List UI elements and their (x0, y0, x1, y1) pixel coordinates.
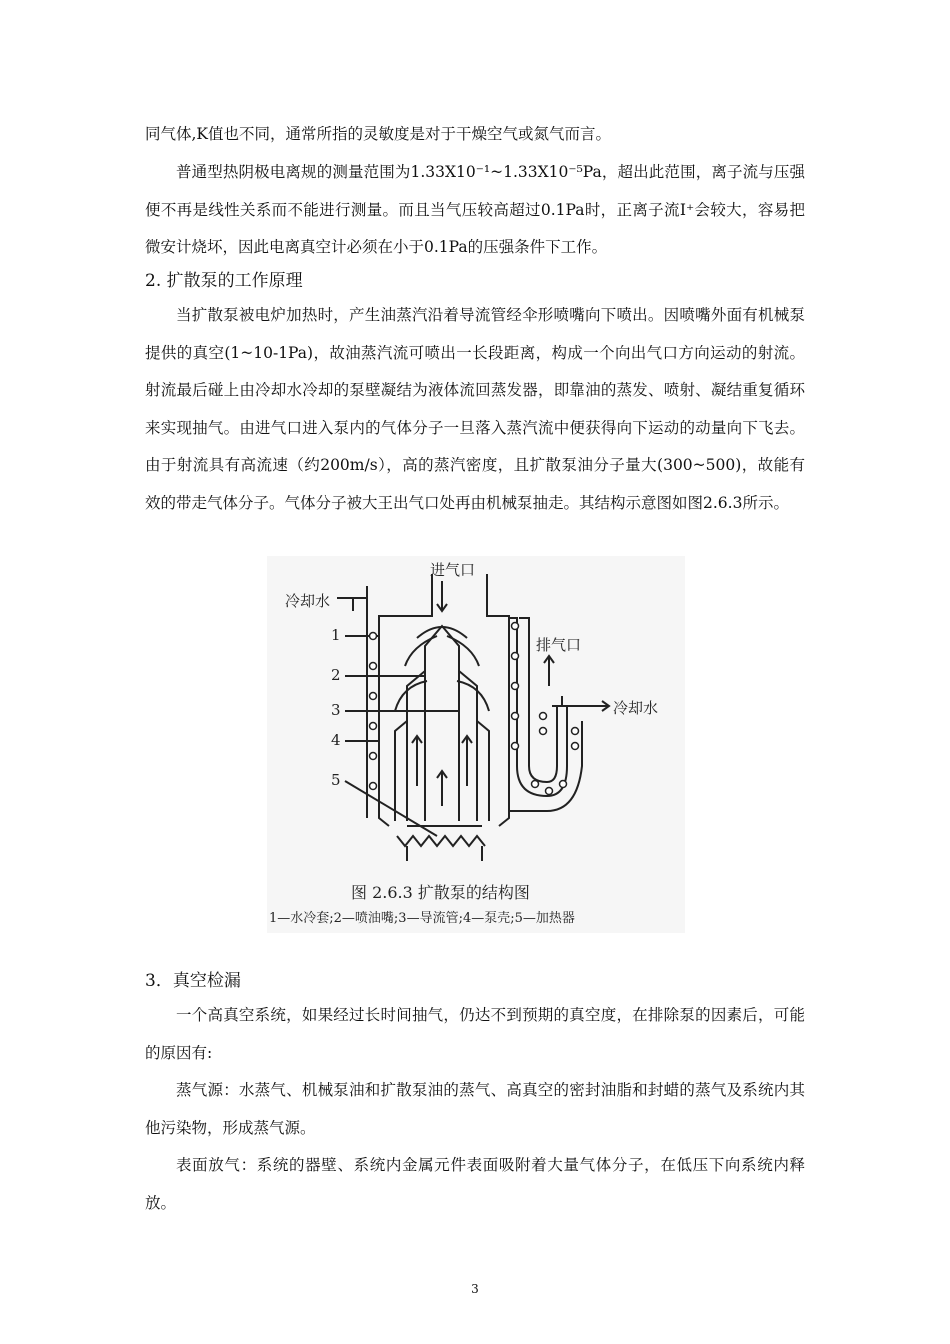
paragraph-surface-outgassing: 表面放气：系统的器壁、系统内金属元件表面吸附着大量气体分子，在低压下向系统内释放。 (145, 1156, 805, 1212)
paragraph-continued: 同气体,K值也不同，通常所指的灵敏度是对于干燥空气或氮气而言。 (145, 125, 612, 143)
pump-diagram (267, 556, 685, 933)
paragraph-ionization-gauge: 普通型热阴极电离规的测量范围为1.33X10⁻¹~1.33X10⁻⁵Pa，超出此范围，离子流与压强便不再是线性关系而不能进行测量。而且当气压较高超过0.1Pa时，正离子流I⁺会较大，容易把微安计烧坏，因此电离真空计必须在小于0.1Pa的压强条件下工作。 (145, 163, 805, 257)
figure-caption: 图 2.6.3 扩散泵的结构图 (351, 883, 530, 902)
label-number-1: 1 (331, 626, 341, 644)
label-number-2: 2 (331, 666, 341, 684)
label-cooling-water-left: 冷却水 (285, 592, 331, 610)
page-number: 3 (471, 1282, 479, 1296)
pump-shell-right (487, 574, 509, 826)
label-cooling-water-right: 冷却水 (613, 699, 659, 717)
figure-legend: 1—水冷套;2—喷油嘴;3—导流管;4—泵壳;5—加热器 (269, 911, 575, 926)
paragraph-vapor-source: 蒸气源：水蒸气、机械泵油和扩散泵油的蒸气、高真空的密封油脂和封蜡的蒸气及系统内其他污染物，形成蒸气源。 (145, 1081, 805, 1137)
diffusion-pump-figure (267, 556, 685, 933)
nozzle (417, 627, 467, 638)
section-heading-diffusion-pump: 2. 扩散泵的工作原理 (145, 271, 303, 291)
heater (397, 836, 485, 846)
label-inlet: 进气口 (430, 561, 476, 579)
paragraph-vacuum-leak: 一个高真空系统，如果经过长时间抽气，仍达不到预期的真空度，在排除泵的因素后，可能的原因有: (145, 1006, 805, 1062)
label-number-5: 5 (331, 771, 341, 789)
section-heading-vacuum-leak: 3．真空检漏 (145, 971, 241, 991)
label-number-3: 3 (331, 701, 341, 719)
paragraph-diffusion-pump: 当扩散泵被电炉加热时，产生油蒸汽沿着导流管经伞形喷嘴向下喷出。因喷嘴外面有机械泵提供的真空(1~10-1Pa)，故油蒸汽流可喷出一长段距离，构成一个向出气口方向运动的射流。射流最后碰上由冷却水冷却的泵壁凝结为液体流回蒸发器，即靠油的蒸发、喷射、凝结重复循环来实现抽气。由进气口进入泵内的气体分子一旦落入蒸汽流中便获得向下运动的动量向下飞去。由于射流具有高流速（约200m/s），高的蒸汽密度，且扩散泵油分子量大(300~500)，故能有效的带走气体分子。气体分子被大王出气口处再由机械泵抽走。其结构示意图如图2.6.3所示。 (145, 306, 805, 512)
label-number-4: 4 (331, 731, 341, 749)
label-exhaust: 排气口 (536, 636, 582, 654)
